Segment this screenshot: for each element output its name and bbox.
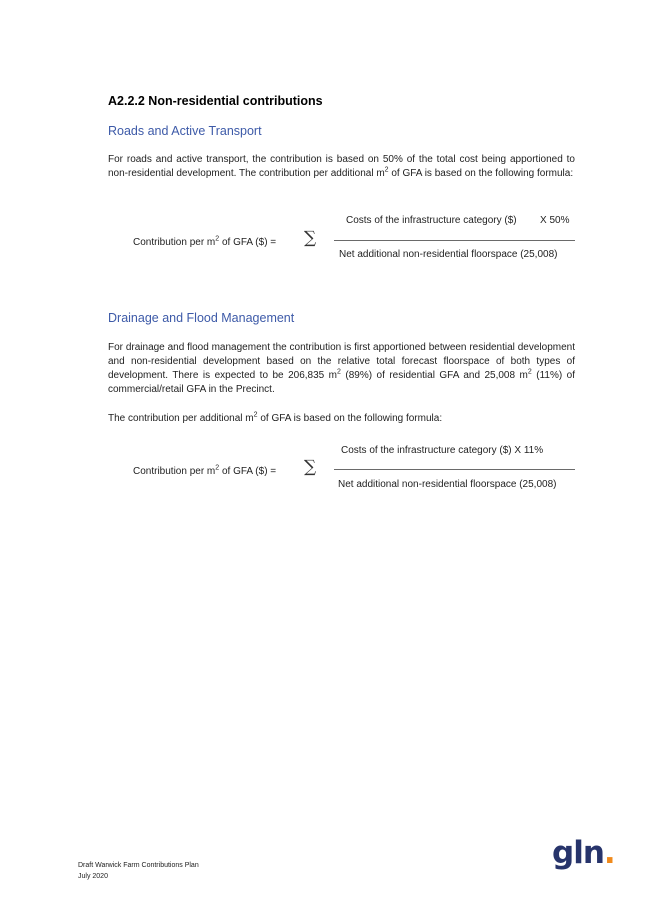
roads-label-pre: Contribution per m <box>133 237 216 248</box>
roads-fraction-line <box>334 240 575 241</box>
gln-logo <box>552 835 615 871</box>
drainage-paragraph-2 <box>108 412 575 426</box>
footer-title: Draft Warwick Farm Contributions Plan <box>78 862 199 869</box>
drainage-para2-text-2: of GFA is based on the following formula: <box>257 413 443 424</box>
drainage-numerator: Costs of the infrastructure category ($) X 11% <box>341 445 544 456</box>
drainage-fraction-line <box>334 469 575 470</box>
roads-label-sup: 2 <box>215 235 220 243</box>
drainage-para2-sup: 2 <box>253 411 258 419</box>
roads-multiplier: X 50% <box>540 215 570 226</box>
roads-numerator: Costs of the infrastructure category ($) <box>346 215 517 226</box>
drainage-denominator: Net additional non-residential floorspace (25,008) <box>338 479 557 490</box>
gln-logo-text: gln <box>552 835 604 871</box>
drainage-para1-text-3: (11%) of commercial/retail GFA in the Precinct. <box>108 370 575 395</box>
roads-denominator: Net additional non-residential floorspace (25,008) <box>339 249 558 260</box>
section-heading: A2.2.2 Non-residential contributions <box>108 94 323 108</box>
drainage-label-post: of GFA ($) = <box>219 466 277 477</box>
drainage-para1-sup-1: 2 <box>337 368 341 376</box>
drainage-para2-text-1: The contribution per additional m <box>108 413 254 424</box>
roads-heading: Roads and Active Transport <box>108 124 262 138</box>
roads-paragraph-text-1: For roads and active transport, the contribution is based on 50% of the total cost being apportioned to non-residential development. The contribution per additional m <box>108 154 575 179</box>
roads-paragraph <box>108 153 575 181</box>
footer-date: July 2020 <box>78 873 108 880</box>
drainage-formula-label <box>133 466 276 477</box>
drainage-label-sup: 2 <box>215 464 220 472</box>
drainage-paragraph-1 <box>108 341 575 397</box>
drainage-para1-text-2: (89%) of residential GFA and 25,008 m <box>340 370 528 381</box>
roads-label-post: of GFA ($) = <box>219 237 277 248</box>
roads-paragraph-sup: 2 <box>384 166 389 174</box>
roads-formula-label <box>133 237 276 248</box>
drainage-sigma-icon: ∑ <box>304 457 317 477</box>
roads-paragraph-text-2: of GFA is based on the following formula: <box>388 168 574 179</box>
roads-sigma-icon: ∑ <box>304 228 317 248</box>
gln-logo-dot: . <box>603 835 615 871</box>
drainage-label-pre: Contribution per m <box>133 466 216 477</box>
drainage-para1-text-1: For drainage and flood management the contribution is first apportioned between residential development and non-residential development based on the relative total forecast floorspace of both types of development. There is expected to be 206,835 m <box>108 342 575 381</box>
drainage-heading: Drainage and Flood Management <box>108 311 295 325</box>
drainage-para1-sup-2: 2 <box>527 368 532 376</box>
